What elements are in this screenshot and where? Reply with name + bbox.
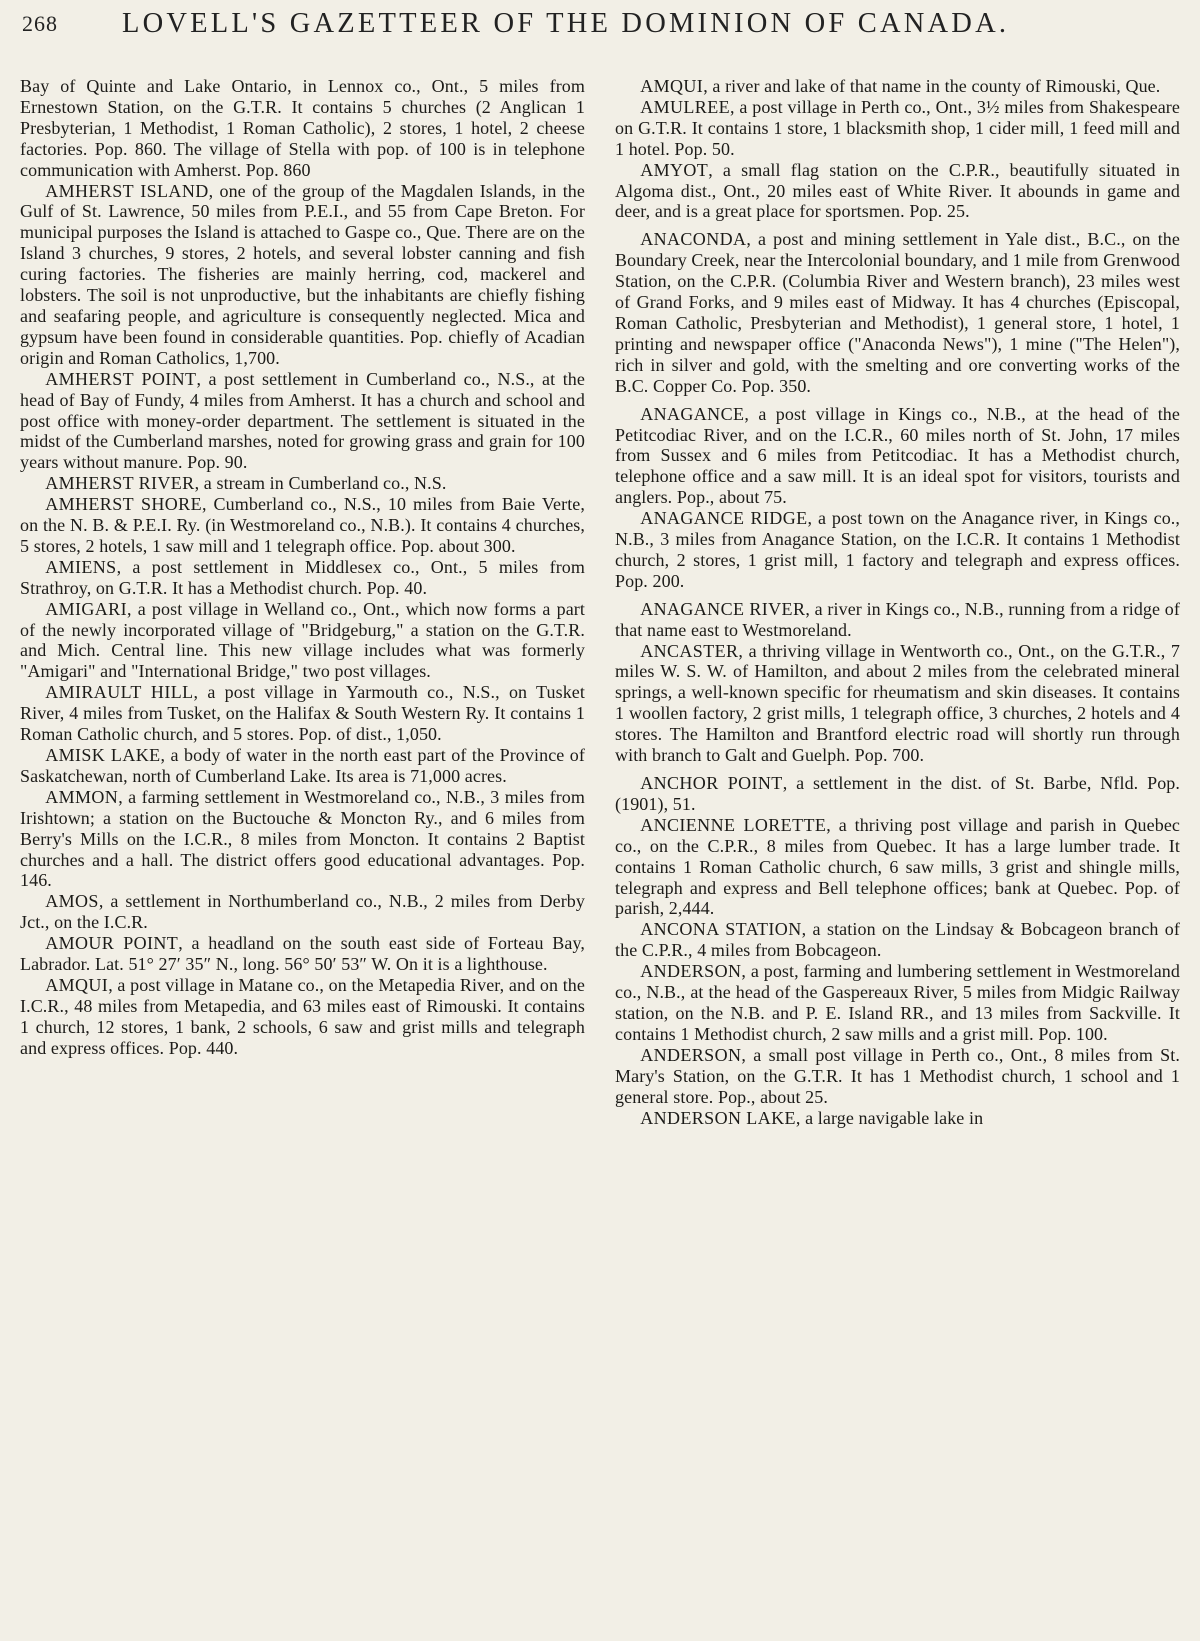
entry-headword: AMHERST SHORE: [45, 494, 202, 515]
entry-headword: ANCIENNE LORETTE: [640, 814, 827, 835]
entry: [20, 975, 585, 1059]
entry-text: , a post, farming and lumbering settlement in Westmoreland co., N.B., at the head of the Gaspereaux River, 5 miles from Midgic Railway station, on the N.B. and P. E. Island RR., and 13 miles from Sackville. It contains 1 Methodist church, 2 saw mills and a grist mill. Pop. 100.: [615, 961, 1180, 1044]
entry-text: , a post village in Welland co., Ont., which now forms a part of the newly incorporated village of "Bridgeburg," a station on the G.T.R. and Mich. Central line. This new village includes what was formerly "Amigari" and "International Bridge," two post villages.: [20, 598, 585, 682]
running-header: [20, 0, 1180, 48]
right-column: [615, 76, 1180, 1128]
running-title: LOVELL'S GAZETTEER OF THE DOMINION OF CANADA.: [122, 8, 1010, 39]
entry-headword: ANAGANCE: [640, 403, 745, 424]
entry-text: , a settlement in the dist. of St. Barbe, Nfld. Pop. (1901), 51.: [615, 773, 1181, 814]
page-number: 268: [22, 11, 58, 36]
entry: [20, 745, 585, 787]
entry-headword: AMULREE: [640, 96, 730, 117]
entry: [615, 508, 1180, 592]
entry-headword: ANDERSON LAKE: [640, 1107, 796, 1128]
entry-headword: AMOS: [45, 891, 99, 912]
entry-text: , a river and lake of that name in the county of Rimouski, Que.: [703, 76, 1161, 96]
entry: [20, 76, 585, 181]
entry-headword: ANCHOR POINT: [640, 773, 783, 793]
entry-text: , a stream in Cumberland co., N.S.: [194, 473, 447, 494]
entry-headword: AMQUI: [640, 76, 704, 96]
entry-text: , a farming settlement in Westmoreland co., N.B., 3 miles from Irishtown; a station on the Buctouche & Moncton Ry., and 6 miles from Berry's Mills on the I.C.R., 8 miles from Moncton. It contains 2 Baptist churches and a hall. The district offers good educational advantages. Pop. 146.: [20, 786, 585, 891]
entry: [20, 787, 585, 892]
entry-text: , a thriving village in Wentworth co., Ont., on the G.T.R., 7 miles W. S. W. of Hamilton, and about 2 miles from the celebrated mineral springs, a well-known specific for rheumatism and skin diseases. It contains 1 woollen factory, 2 grist mills, 1 telegraph office, 3 churches, 2 hotels and 4 stores. The Hamilton and Brantford electric road will shortly run through with branch to Galt and Guelph. Pop. 700.: [615, 640, 1180, 766]
entry: [615, 641, 1180, 766]
entry-text: , a post village in Yarmouth co., N.S., on Tusket River, 4 miles from Tusket, on the Halifax & South Western Ry. It contains 1 Roman Catholic church, and 5 stores. Pop. of dist., 1,050.: [20, 682, 585, 745]
entry: [615, 773, 1180, 815]
entry-text: , a post village in Kings co., N.B., at the head of the Petitcodiac River, and on the I.C.R., 60 miles north of St. John, 17 miles from Sussex and 6 miles from Petitcodiac. It has a Methodist church, telephone office and a saw mill. It is an ideal spot for visitors, tourists and anglers. Pop., about 75.: [615, 403, 1180, 508]
entry-text: , a small post village in Perth co., Ont., 8 miles from St. Mary's Station, on the G.T.R. It has 1 Methodist church, 1 school and 1 general store. Pop., about 25.: [615, 1044, 1180, 1107]
entry: [20, 494, 585, 557]
entry-text: , a large navigable lake in: [795, 1107, 984, 1128]
entry-text: , a post settlement in Middlesex co., Ont., 5 miles from Strathroy, on G.T.R. It has a Methodist church. Pop. 40.: [20, 556, 585, 598]
entry-headword: ANAGANCE RIDGE: [640, 508, 808, 529]
entry-headword: AMQUI: [45, 974, 109, 995]
entry-headword: ANCASTER: [640, 640, 739, 661]
entry-headword: ANDERSON: [640, 1044, 742, 1065]
entry: [20, 682, 585, 745]
entry-text: , a post village in Matane co., on the Metapedia River, and on the I.C.R., 48 miles from Metapedia, and 63 miles east of Rimouski. It contains 1 church, 12 stores, 1 bank, 2 schools, 6 saw and grist mills and telegraph and express offices. Pop. 440.: [20, 974, 585, 1058]
entry: [615, 76, 1180, 97]
entry: [615, 1045, 1180, 1108]
entry: [615, 919, 1180, 961]
entry-headword: ANACONDA: [640, 229, 747, 250]
entry-text: , Cumberland co., N.S., 10 miles from Baie Verte, on the N. B. & P.E.I. Ry. (in Westmoreland co., N.B.). It contains 4 churches, 5 stores, 2 hotels, 1 saw mill and 1 telegraph office. Pop. about 300.: [20, 494, 585, 556]
entry: [615, 1108, 1180, 1129]
entry-text: , a river in Kings co., N.B., running from a ridge of that name east to Westmoreland.: [615, 598, 1180, 640]
entry: [615, 229, 1180, 396]
entry-text: , a post and mining settlement in Yale dist., B.C., on the Boundary Creek, near the Intercolonial boundary, and 1 mile from Grenwood Station, on the C.P.R. (Columbia River and Western branch), 23 miles west of Grand Forks, and 9 miles east of Midway. It has 4 churches (Episcopal, Roman Catholic, Presbyterian and Methodist), 1 general store, 1 hotel, 1 printing and newspaper office ("Anaconda News"), 1 mine ("The Helen"), rich in silver and gold, with the smelting and ore converting works of the B.C. Copper Co. Pop. 350.: [615, 229, 1180, 396]
entry-headword: AMIENS: [45, 556, 117, 577]
entry-text: , a post village in Perth co., Ont., 3½ miles from Shakespeare on G.T.R. It contains 1 store, 1 blacksmith shop, 1 cider mill, 1 feed mill and 1 hotel. Pop. 50.: [615, 96, 1180, 159]
entry: [20, 369, 585, 474]
entry-text: , a small flag station on the C.P.R., beautifully situated in Algoma dist., Ont., 20 miles east of White River. It abounds in game and deer, and is a great place for sportsmen. Pop. 25.: [615, 159, 1180, 222]
entry-headword: AMIGARI: [45, 598, 127, 619]
text-columns: [20, 76, 1180, 1128]
entry-headword: AMHERST ISLAND: [45, 180, 209, 201]
entry-text: , a post settlement in Cumberland co., N.S., at the head of Bay of Fundy, 4 miles from Amherst. It has a church and school and post office with money-order department. The settlement is situated in the midst of the Cumberland marshes, noted for growing grass and grain for 100 years without manure. Pop. 90.: [20, 368, 585, 473]
entry-headword: ANCONA STATION: [640, 919, 802, 940]
entry-text: , one of the group of the Magdalen Islands, in the Gulf of St. Lawrence, 50 miles from P.E.I., and 55 from Cape Breton. For municipal purposes the Island is attached to Gaspe co., Que. There are on the Island 3 churches, 9 stores, 2 hotels, and several lobster canning and fish curing factories. The fisheries are mainly herring, cod, mackerel and lobsters. The soil is not unproductive, but the inhabitants are chiefly fishing and seafaring people, and agriculture is consequently neglected. Mica and gypsum have been found in considerable quantities. Pop. chiefly of Acadian origin and Roman Catholics, 1,700.: [20, 180, 585, 368]
left-column: [20, 76, 585, 1128]
entry: [20, 933, 585, 975]
entry: [20, 181, 585, 369]
entry-headword: AMOUR POINT: [45, 933, 179, 954]
entry: [615, 160, 1180, 223]
entry: [615, 97, 1180, 160]
entry-headword: ANAGANCE RIVER: [640, 598, 806, 619]
entry: [20, 891, 585, 933]
entry: [20, 473, 585, 494]
entry: [20, 557, 585, 599]
entry-headword: AMISK LAKE: [45, 745, 161, 765]
entry-headword: AMYOT: [640, 159, 709, 180]
entry: [615, 599, 1180, 641]
entry: [615, 961, 1180, 1045]
entry-headword: AMMON: [45, 786, 119, 807]
entry-text: , a station on the Lindsay & Bobcageon branch of the C.P.R., 4 miles from Bobcageon.: [615, 919, 1180, 961]
entry-headword: AMHERST RIVER: [45, 473, 195, 494]
entry-text: , a headland on the south east side of Forteau Bay, Labrador. Lat. 51° 27′ 35″ N., long. 56° 50′ 53″ W. On it is a lighthouse.: [20, 933, 586, 975]
entry-headword: AMHERST POINT: [45, 368, 197, 389]
entry-text: , a thriving post village and parish in Quebec co., on the C.P.R., 8 miles from Quebec. It has a large lumber trade. It contains 1 Roman Catholic church, 6 saw mills, 3 grist and shingle mills, telegraph and express and Bell telephone offices; bank at Quebec. Pop. of parish, 2,444.: [615, 814, 1180, 919]
entry-headword: AMIRAULT HILL: [45, 682, 194, 703]
entry: [615, 404, 1180, 509]
entry-text: , a body of water in the north east part of the Province of Saskatchewan, north of Cumberland Lake. Its area is 71,000 acres.: [20, 745, 585, 786]
entry-headword: ANDERSON: [640, 961, 742, 982]
entry: [615, 815, 1180, 920]
entry: [20, 599, 585, 683]
entry-text: , a post town on the Anagance river, in Kings co., N.B., 3 miles from Anagance Station, on the I.C.R. It contains 1 Methodist church, 2 stores, 1 grist mill, 1 factory and telegraph and express offices. Pop. 200.: [615, 508, 1181, 591]
entry-text: , a settlement in Northumberland co., N.B., 2 miles from Derby Jct., on the I.C.R.: [20, 891, 585, 933]
entry-text: Bay of Quinte and Lake Ontario, in Lennox co., Ont., 5 miles from Ernestown Station, on the G.T.R. It contains 5 churches (2 Anglican 1 Presbyterian, 1 Methodist, 1 Roman Catholic), 2 stores, 1 hotel, 2 cheese factories. Pop. 860. The village of Stella with pop. of 100 is in telephone communication with Amherst. Pop. 860: [20, 76, 585, 180]
